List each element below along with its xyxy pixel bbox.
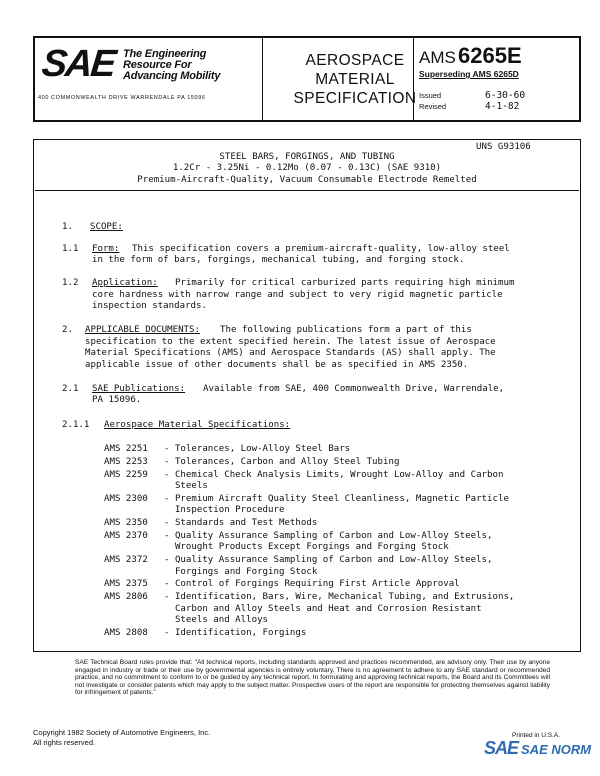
sae-technical-board-note: SAE Technical Board rules provide that: "All technical reports, including standards approved and practices recommended, are advisory only. Their use by anyone engaged in industry or trade or their use by governmental agencies is entirely voluntary. There is no agreement to adhere to any SAE standard or recommended practice, and no commitment to conform to or be guided by any technical report. In formulating and approving technical reports, the Board and its Committees will not investigate or consider patents which may apply to the subject matter. Prospective users of the report are responsible for protecting themselves against liability for infringement of patents." bbox=[75, 659, 550, 697]
section-text: PA 15096. bbox=[92, 395, 142, 405]
issued-label: Issued bbox=[419, 91, 442, 100]
sae-norm-watermark: SAE SAE NORM bbox=[484, 738, 592, 758]
reference-code: AMS 2253 bbox=[104, 456, 148, 467]
copyright: Copyright 1982 Society of Automotive Engineers, Inc. All rights reserved. bbox=[33, 728, 211, 747]
section-text: This specification covers a premium-aircraft-quality, low-alloy steel bbox=[132, 244, 510, 254]
uns-number: UNS G93106 bbox=[476, 142, 531, 152]
header-divider bbox=[262, 38, 263, 120]
reference-title: - Tolerances, Carbon and Alloy Steel Tubing bbox=[164, 456, 400, 467]
reference-title: - Quality Assurance Sampling of Carbon and Low-Alloy Steels, bbox=[164, 530, 493, 541]
section-title-applicable-documents: APPLICABLE DOCUMENTS: bbox=[85, 325, 200, 335]
reference-title: - Control of Forgings Requiring First Article Approval bbox=[164, 579, 460, 590]
reference-code: AMS 2350 bbox=[104, 518, 148, 529]
sae-logo: SAE bbox=[39, 43, 117, 85]
reference-code: AMS 2259 bbox=[104, 469, 148, 480]
reference-code: AMS 2251 bbox=[104, 444, 148, 454]
reference-title: Carbon and Alloy Steels and Heat and Corrosion Resistant bbox=[164, 603, 482, 614]
section-title-sae-publications: SAE Publications: bbox=[92, 384, 186, 394]
section-number: 1.2 bbox=[62, 278, 79, 288]
reference-code: AMS 2372 bbox=[104, 555, 148, 566]
reference-code: AMS 2300 bbox=[104, 493, 148, 504]
section-number: 2.1 bbox=[62, 384, 79, 394]
sae-address: 400 COMMONWEALTH DRIVE WARRENDALE PA 15096 bbox=[38, 95, 206, 101]
reference-code: AMS 2806 bbox=[104, 592, 148, 603]
section-text: inspection standards. bbox=[92, 301, 207, 311]
revised-date: 4-1-82 bbox=[485, 101, 520, 112]
section-text: core hardness with narrow range and subject to very rigid magnetic particle bbox=[92, 290, 503, 300]
superseding-note: Superseding AMS 6265D bbox=[419, 69, 519, 79]
reference-title: Forgings and Forging Stock bbox=[164, 566, 318, 577]
reference-title: - Standards and Test Methods bbox=[164, 518, 318, 529]
reference-title: - Identification, Forgings bbox=[164, 627, 307, 638]
section-title-application: Application: bbox=[92, 278, 158, 288]
section-number: 2.1.1 bbox=[62, 420, 90, 430]
section-title-scope: SCOPE: bbox=[90, 222, 123, 232]
printed-in: Printed in U.S.A. bbox=[512, 732, 561, 739]
reference-code: AMS 2808 bbox=[104, 627, 148, 638]
section-number: 2. bbox=[62, 325, 73, 335]
title-divider bbox=[35, 190, 579, 191]
revised-label: Revised bbox=[419, 102, 447, 111]
ams-label: AMS bbox=[419, 48, 456, 67]
reference-code: AMS 2375 bbox=[104, 579, 148, 590]
section-number: 1. bbox=[62, 222, 73, 232]
material-title: STEEL BARS, FORGINGS, AND TUBING bbox=[219, 152, 395, 162]
section-text: in the form of bars, forgings, mechanical tubing, and forging stock. bbox=[92, 255, 465, 265]
reference-code: AMS 2370 bbox=[104, 530, 148, 541]
section-text: specification to the extent specified herein. The latest issue of Aerospace bbox=[85, 337, 496, 347]
material-quality: Premium-Aircraft-Quality, Vacuum Consumable Electrode Remelted bbox=[137, 175, 477, 185]
reference-title: Steels and Alloys bbox=[164, 614, 269, 625]
reference-title: Wrought Products Except Forgings and Forging Stock bbox=[164, 542, 449, 553]
reference-title: - Chemical Check Analysis Limits, Wrought Low-Alloy and Carbon bbox=[164, 469, 504, 480]
section-text: The following publications form a part of this bbox=[220, 325, 472, 335]
section-text: applicable issue of other documents shall be as specified in AMS 2350. bbox=[85, 360, 469, 370]
sae-tagline: The Engineering Resource For Advancing Mobility bbox=[123, 48, 221, 82]
reference-title: - Premium Aircraft Quality Steel Cleanliness, Magnetic Particle bbox=[164, 493, 509, 504]
spec-header bbox=[33, 36, 581, 122]
material-composition: 1.2Cr - 3.25Ni - 0.12Mo (0.07 - 0.13C) (SAE 9310) bbox=[172, 163, 442, 173]
ams-number: 6265E bbox=[458, 43, 522, 68]
reference-title: Steels bbox=[164, 481, 208, 492]
reference-title: Inspection Procedure bbox=[164, 505, 285, 516]
section-number: 1.1 bbox=[62, 244, 79, 254]
reference-title: - Identification, Bars, Wire, Mechanical Tubing, and Extrusions, bbox=[164, 592, 515, 603]
issued-date: 6-30-60 bbox=[485, 90, 526, 101]
section-text: Material Specifications (AMS) and Aerospace Standards (AS) shall apply. The bbox=[85, 348, 496, 358]
reference-title: - Tolerances, Low-Alloy Steel Bars bbox=[164, 444, 351, 454]
reference-title: - Quality Assurance Sampling of Carbon and Low-Alloy Steels, bbox=[164, 555, 493, 566]
section-title-form: Form: bbox=[92, 244, 120, 254]
section-text: Primarily for critical carburized parts requiring high minimum bbox=[175, 278, 515, 288]
spec-type-title: AEROSPACE MATERIAL SPECIFICATION bbox=[293, 52, 417, 107]
section-text: Available from SAE, 400 Commonwealth Drive, Warrendale, bbox=[203, 384, 505, 394]
section-title-ams-list: Aerospace Material Specifications: bbox=[104, 420, 291, 430]
